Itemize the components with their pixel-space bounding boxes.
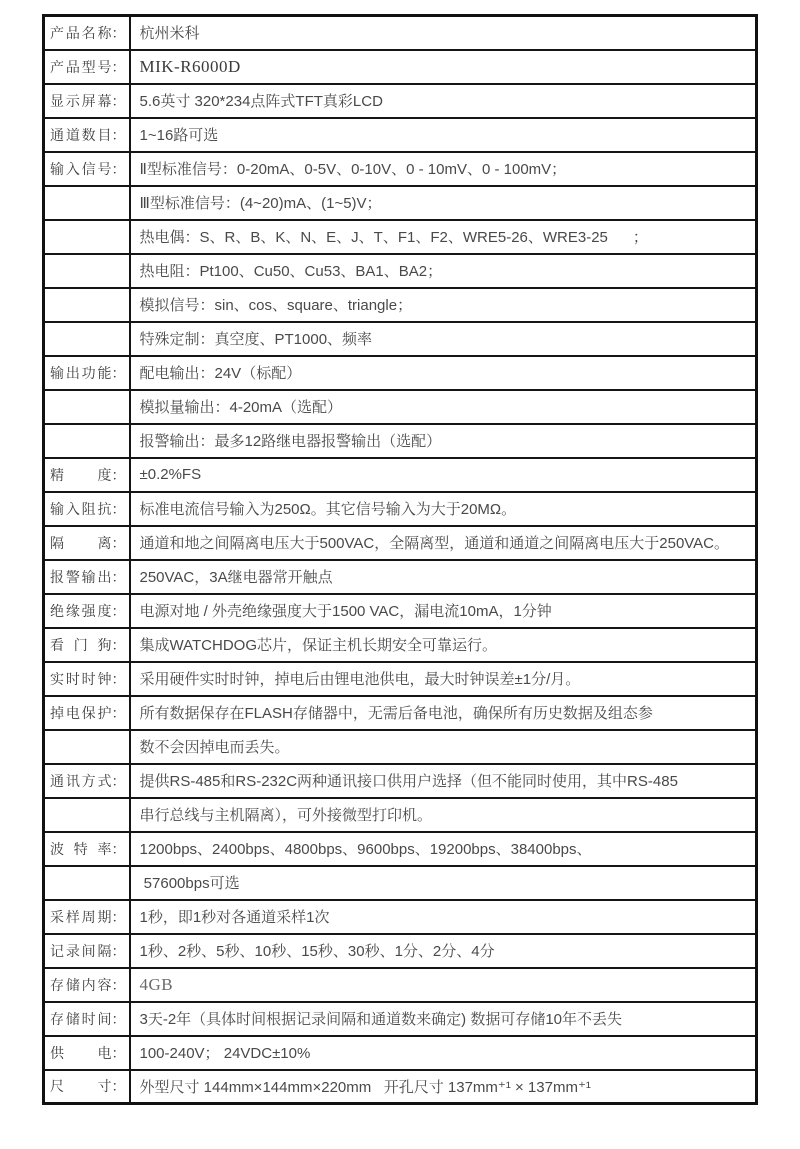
spec-label-text: 掉电保护 (50, 704, 112, 721)
spec-row (44, 968, 757, 1002)
spec-label-colon: ： (111, 1044, 126, 1061)
spec-row (44, 50, 757, 84)
spec-label-colon: ： (111, 942, 126, 959)
spec-row (44, 764, 757, 798)
spec-value: 提供RS-485和RS-232C两种通讯接口供用户选择（但不能同时使用，其中RS-485 (130, 764, 757, 798)
spec-label-cell (44, 322, 130, 356)
spec-label-colon: ： (111, 840, 126, 857)
spec-label-colon: ： (111, 160, 126, 177)
spec-label-cell (44, 968, 130, 1002)
spec-label (50, 669, 124, 689)
spec-label-text: 输出功能 (50, 364, 112, 381)
spec-value: 热电偶：S、R、B、K、N、E、J、T、F1、F2、WRE5-26、WRE3-25 ； (130, 220, 757, 254)
spec-label-cell (44, 254, 130, 288)
spec-value: 标准电流信号输入为250Ω。其它信号输入为大于20MΩ。 (130, 492, 757, 526)
spec-label-cell (44, 492, 130, 526)
spec-label-colon: ： (111, 500, 126, 517)
spec-row (44, 1036, 757, 1070)
spec-value: 串行总线与主机隔离），可外接微型打印机。 (130, 798, 757, 832)
spec-label (50, 1076, 124, 1096)
spec-label (50, 23, 124, 43)
spec-row (44, 84, 757, 118)
spec-label-text: 记录间隔 (50, 942, 112, 959)
spec-value: 热电阻：Pt100、Cu50、Cu53、BA1、BA2； (130, 254, 757, 288)
spec-label-cell (44, 458, 130, 492)
spec-row (44, 1002, 757, 1036)
spec-value: 100-240V； 24VDC±10% (130, 1036, 757, 1070)
spec-value: 1秒，即1秒对各通道采样1次 (130, 900, 757, 934)
spec-row (44, 832, 757, 866)
spec-label-colon: ： (111, 602, 126, 619)
spec-value: 电源对地 / 外壳绝缘强度大于1500 VAC，漏电流10mA，1分钟 (130, 594, 757, 628)
spec-value: 5.6英寸 320*234点阵式TFT真彩LCD (130, 84, 757, 118)
spec-row (44, 220, 757, 254)
spec-label (50, 533, 124, 553)
spec-label-cell (44, 1070, 130, 1104)
spec-label-text: 供电 (50, 1044, 112, 1061)
spec-value: 57600bps可选 (130, 866, 757, 900)
spec-label-cell (44, 560, 130, 594)
spec-label-cell (44, 390, 130, 424)
spec-label-cell (44, 1036, 130, 1070)
spec-label-text: 采样周期 (50, 908, 112, 925)
spec-label (50, 499, 124, 519)
spec-label-text: 显示屏幕 (50, 92, 112, 109)
spec-label-cell (44, 866, 130, 900)
spec-label-colon: ： (111, 704, 126, 721)
spec-label-cell (44, 798, 130, 832)
spec-row (44, 934, 757, 968)
spec-label (50, 567, 124, 587)
spec-row (44, 322, 757, 356)
spec-value: 模拟信号：sin、cos、square、triangle； (130, 288, 757, 322)
spec-value: 1~16路可选 (130, 118, 757, 152)
spec-label-text: 波特率 (50, 840, 112, 857)
spec-label-colon: ： (111, 364, 126, 381)
spec-label (50, 635, 124, 655)
spec-label-colon: ： (111, 670, 126, 687)
spec-value: ±0.2%FS (130, 458, 757, 492)
spec-value: 采用硬件实时时钟，掉电后由锂电池供电，最大时钟误差±1分/月。 (130, 662, 757, 696)
spec-label-text: 通道数目 (50, 126, 112, 143)
spec-label-text: 输入信号 (50, 160, 112, 177)
spec-value: 通道和地之间隔离电压大于500VAC，全隔离型，通道和通道之间隔离电压大于250VAC。 (130, 526, 757, 560)
spec-label-cell (44, 662, 130, 696)
spec-value: 3天-2年（具体时间根据记录间隔和通道数来确定) 数据可存储10年不丢失 (130, 1002, 757, 1036)
spec-label-colon: ： (111, 1010, 126, 1027)
spec-label-cell (44, 424, 130, 458)
spec-row (44, 730, 757, 764)
spec-label-cell (44, 186, 130, 220)
spec-label-cell (44, 50, 130, 84)
spec-value: 外型尺寸 144mm×144mm×220mm 开孔尺寸 137mm⁺¹ × 137mm⁺¹ (130, 1070, 757, 1104)
spec-label-colon: ： (111, 466, 126, 483)
spec-label-text: 输入阻抗 (50, 500, 112, 517)
spec-label-cell (44, 118, 130, 152)
spec-table-body (44, 16, 757, 1104)
spec-label-colon: ： (111, 24, 126, 41)
spec-label-text: 绝缘强度 (50, 602, 112, 619)
spec-row (44, 526, 757, 560)
spec-value: 模拟量输出：4-20mA（选配） (130, 390, 757, 424)
spec-label-colon: ： (111, 1078, 126, 1095)
spec-label-cell (44, 696, 130, 730)
spec-value: 250VAC，3A继电器常开触点 (130, 560, 757, 594)
spec-label-text: 存储时间 (50, 1010, 112, 1027)
spec-label (50, 363, 124, 383)
spec-row (44, 798, 757, 832)
spec-label-cell (44, 84, 130, 118)
spec-row (44, 900, 757, 934)
spec-value: 特殊定制：真空度、PT1000、频率 (130, 322, 757, 356)
spec-label-cell (44, 900, 130, 934)
spec-label-cell (44, 764, 130, 798)
spec-label (50, 159, 124, 179)
spec-label (50, 975, 124, 995)
spec-value: 所有数据保存在FLASH存储器中，无需后备电池，确保所有历史数据及组态参 (130, 696, 757, 730)
spec-label-colon: ： (111, 534, 126, 551)
spec-label-colon: ： (111, 58, 126, 75)
spec-value: Ⅱ型标准信号：0-20mA、0-5V、0-10V、0 - 10mV、0 - 100mV； (130, 152, 757, 186)
spec-label-colon: ： (111, 772, 126, 789)
spec-value: 杭州米科 (130, 16, 757, 50)
spec-label-text: 通讯方式 (50, 772, 112, 789)
spec-row (44, 424, 757, 458)
spec-value: MIK-R6000D (130, 50, 757, 84)
spec-label-colon: ： (111, 568, 126, 585)
spec-row (44, 594, 757, 628)
spec-row (44, 356, 757, 390)
spec-label-text: 报警输出 (50, 568, 112, 585)
spec-label-cell (44, 628, 130, 662)
spec-label (50, 771, 124, 791)
spec-label (50, 1009, 124, 1029)
spec-value: Ⅲ型标准信号：(4~20)mA、(1~5)V； (130, 186, 757, 220)
spec-row (44, 628, 757, 662)
spec-label-text: 看门狗 (50, 636, 112, 653)
spec-label-cell (44, 526, 130, 560)
spec-value: 配电输出：24V（标配） (130, 356, 757, 390)
spec-row (44, 254, 757, 288)
spec-label-text: 存储内容 (50, 976, 112, 993)
spec-row (44, 16, 757, 50)
spec-label-text: 尺寸 (50, 1078, 112, 1095)
spec-value: 报警输出：最多12路继电器报警输出（选配） (130, 424, 757, 458)
spec-row (44, 458, 757, 492)
spec-label-text: 产品型号 (50, 58, 112, 75)
spec-row (44, 186, 757, 220)
spec-label-cell (44, 16, 130, 50)
spec-value: 集成WATCHDOG芯片，保证主机长期安全可靠运行。 (130, 628, 757, 662)
spec-label-cell (44, 934, 130, 968)
spec-label-cell (44, 832, 130, 866)
product-spec-table (42, 14, 758, 1105)
spec-label-cell (44, 220, 130, 254)
spec-label-cell (44, 356, 130, 390)
spec-label-cell (44, 594, 130, 628)
spec-row (44, 662, 757, 696)
spec-label-text: 实时时钟 (50, 670, 112, 687)
spec-label-colon: ： (111, 126, 126, 143)
spec-row (44, 492, 757, 526)
spec-value: 1秒、2秒、5秒、10秒、15秒、30秒、1分、2分、4分 (130, 934, 757, 968)
spec-value: 1200bps、2400bps、4800bps、9600bps、19200bps、38400bps、 (130, 832, 757, 866)
spec-row (44, 866, 757, 900)
spec-label (50, 465, 124, 485)
spec-row (44, 696, 757, 730)
spec-label (50, 57, 124, 77)
spec-label (50, 941, 124, 961)
spec-row (44, 390, 757, 424)
spec-label (50, 1043, 124, 1063)
spec-label-colon: ： (111, 976, 126, 993)
spec-label-colon: ： (111, 636, 126, 653)
spec-row (44, 560, 757, 594)
spec-label-colon: ： (111, 908, 126, 925)
spec-label (50, 703, 124, 723)
spec-value: 数不会因掉电而丢失。 (130, 730, 757, 764)
spec-label-colon: ： (111, 92, 126, 109)
spec-label (50, 601, 124, 621)
spec-label (50, 907, 124, 927)
spec-label-cell (44, 152, 130, 186)
spec-row (44, 152, 757, 186)
spec-value: 4GB (130, 968, 757, 1002)
spec-label-cell (44, 288, 130, 322)
spec-label (50, 91, 124, 111)
spec-row (44, 288, 757, 322)
spec-row (44, 1070, 757, 1104)
spec-label-text: 精度 (50, 466, 112, 483)
spec-label-text: 隔离 (50, 534, 112, 551)
spec-label-cell (44, 1002, 130, 1036)
spec-row (44, 118, 757, 152)
spec-label (50, 125, 124, 145)
spec-label-text: 产品名称 (50, 24, 112, 41)
spec-label (50, 839, 124, 859)
spec-label-cell (44, 730, 130, 764)
